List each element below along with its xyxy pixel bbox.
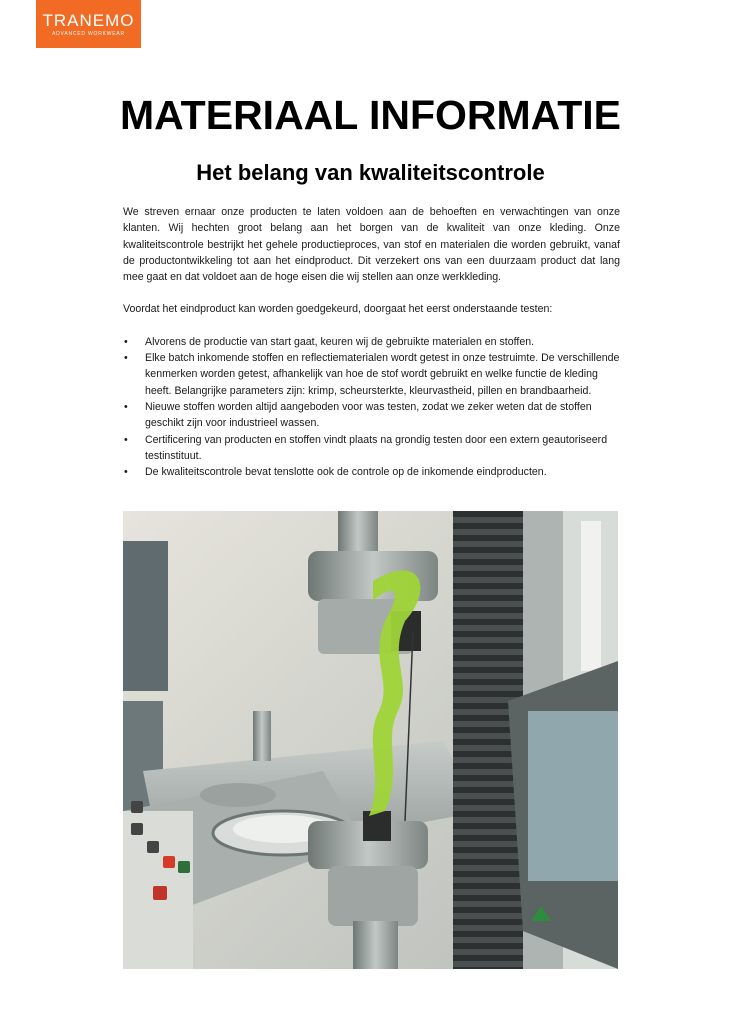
list-item (123, 432, 620, 465)
bullet-icon: • (124, 433, 128, 446)
list-item (123, 464, 620, 480)
body-content (123, 204, 620, 480)
tranemo-logo (36, 0, 141, 48)
tensile-testing-machine-photo (123, 511, 618, 969)
intro-paragraph: We streven ernaar onze producten te laten voldoen aan de behoeften en verwachtingen van onze klanten. Wij hechten groot belang aan het borgen van de kwaliteit van onze kleding. Onze kwaliteitscontrole bestrijkt het gehele productieproces, van stof en materialen die worden gebruikt, vanaf de productontwikkeling tot aan het eindproduct. Dit verzekert ons van een duurzaam product dat lang mee gaat en dat voldoet aan de hoge eisen die wij stellen aan onze werkkleding. (123, 206, 620, 284)
page-subtitle: Het belang van kwaliteitscontrole (196, 160, 545, 185)
list-item-text: De kwaliteitscontrole bevat tenslotte ook de controle op de inkomende eindproducten. (145, 466, 547, 479)
bullet-icon: • (124, 352, 128, 365)
lead-paragraph: Voordat het eindproduct kan worden goedgekeurd, doorgaat het eerst onderstaande testen: (123, 303, 553, 316)
list-item (123, 334, 620, 350)
list-item (123, 399, 620, 432)
bullet-icon: • (124, 335, 128, 348)
list-item-text: Nieuwe stoffen worden altijd aangeboden voor was testen, zodat we zeker weten dat de stoffen geschikt zijn voor industrieel wassen. (145, 400, 592, 430)
bullet-icon: • (124, 400, 128, 413)
page-title: MATERIAAL INFORMATIE (119, 92, 622, 138)
list-item-text: Elke batch inkomende stoffen en reflectiematerialen wordt getest in onze testruimte. De verschillende kenmerken worden getest, afhankelijk van hoe de stof wordt gebruikt en welke functie de kleding heeft. Belangrijke parameters zijn: krimp, scheursterkte, kleurvastheid, pillen en brandbaarheid. (145, 352, 620, 397)
logo-tagline: ADVANCED WORKWEAR (52, 31, 125, 37)
bullet-icon: • (124, 466, 128, 479)
list-item (123, 350, 620, 399)
list-item-text: Certificering van producten en stoffen vindt plaats na grondig testen door een extern geautoriseerd testinstituut. (145, 433, 608, 462)
list-item-text: Alvorens de productie van start gaat, keuren wij de gebruikte materialen en stoffen. (145, 335, 535, 348)
test-list (123, 334, 620, 481)
logo-name: TRANEMO (42, 11, 135, 30)
